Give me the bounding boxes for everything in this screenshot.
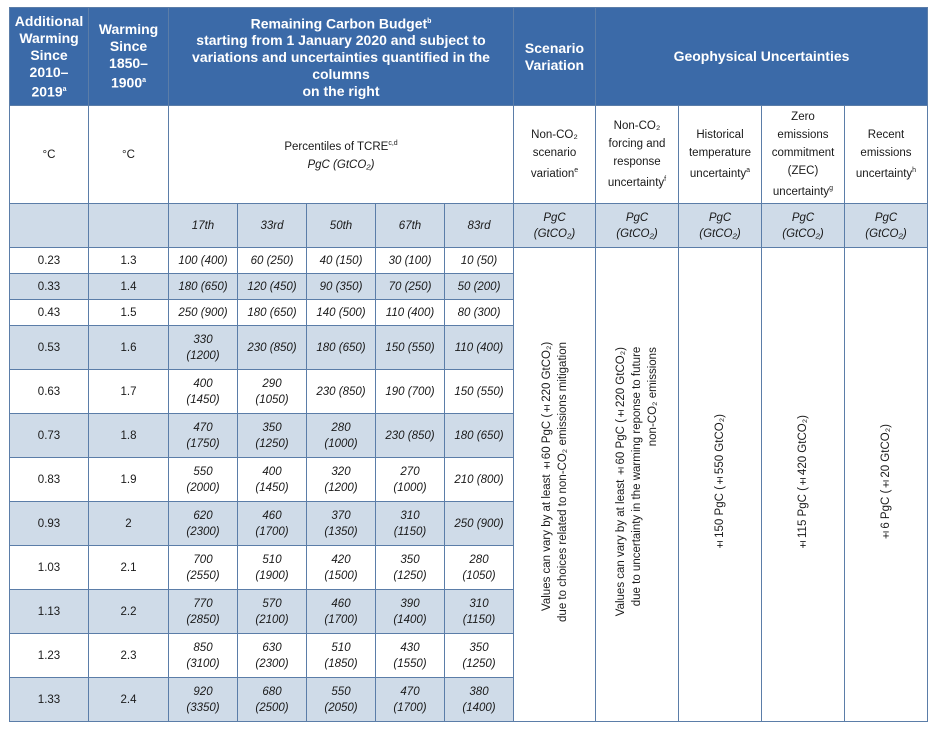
- unit-celsius-2: °C: [89, 106, 169, 204]
- budget-value: [376, 502, 445, 546]
- budget-value-line: 350: [400, 553, 420, 566]
- warming-since-value: 1.3: [89, 248, 169, 274]
- budget-value-line: 350: [469, 641, 489, 654]
- budget-value: [169, 590, 238, 634]
- header-geophysical: Geophysical Uncertainties: [596, 8, 928, 106]
- budget-value: [445, 678, 514, 722]
- budget-value-line: 680: [262, 685, 282, 698]
- header-row: [10, 8, 928, 106]
- budget-value-line: (1200): [186, 349, 220, 362]
- budget-value-line: (1450): [186, 393, 220, 406]
- budget-value-line: 280: [331, 421, 351, 434]
- percentile-header: 50th: [307, 204, 376, 248]
- budget-value-line: 370: [331, 509, 351, 522]
- note-line: non-CO₂ emissions: [647, 347, 659, 447]
- text-line: Non-CO₂: [531, 129, 578, 142]
- unit-header: [514, 204, 596, 248]
- budget-value: [169, 414, 238, 458]
- scenario-variation-note: [514, 248, 596, 722]
- budget-value: [238, 546, 307, 590]
- budget-value: [238, 326, 307, 370]
- footnote-sup: a: [746, 167, 751, 175]
- budget-value-line: 920: [193, 685, 213, 698]
- budget-value-line: (1900): [255, 569, 289, 582]
- budget-value-line: 60 (250): [250, 254, 294, 267]
- text-line: Historical: [696, 129, 744, 142]
- tcre-label: Percentiles of TCRE: [284, 140, 389, 153]
- budget-value-line: 210 (800): [454, 473, 504, 486]
- budget-value-line: 420: [331, 553, 351, 566]
- warming-since-value: 1.8: [89, 414, 169, 458]
- budget-value: [238, 678, 307, 722]
- budget-value: [238, 414, 307, 458]
- recent-emissions-label: [845, 106, 928, 204]
- budget-value-line: (1450): [255, 481, 289, 494]
- budget-value: [445, 634, 514, 678]
- budget-value: [238, 274, 307, 300]
- text-line: Warming: [19, 29, 79, 46]
- budget-value-line: 150 (550): [454, 385, 504, 398]
- text-line: Zero: [791, 111, 815, 124]
- budget-value-line: 140 (500): [316, 306, 366, 319]
- budget-value-line: (1200): [324, 481, 358, 494]
- additional-warming-value: 0.53: [10, 326, 89, 370]
- text-line: on the right: [302, 83, 380, 100]
- budget-value-line: (1050): [462, 569, 496, 582]
- budget-value-line: (1400): [393, 613, 427, 626]
- budget-title: Remaining Carbon Budget: [250, 15, 428, 32]
- budget-value-line: (1350): [324, 525, 358, 538]
- tcre-sup: c,d: [388, 140, 398, 148]
- text-line: Since: [30, 46, 68, 63]
- budget-value-line: (2000): [186, 481, 220, 494]
- budget-value-line: (1850): [324, 657, 358, 670]
- text-line: Recent: [867, 129, 905, 142]
- table-row: [10, 248, 928, 274]
- percentile-row: [10, 204, 928, 248]
- budget-value: [445, 546, 514, 590]
- budget-value: [376, 590, 445, 634]
- budget-value-line: (1400): [462, 701, 496, 714]
- unit-line: (GtCO₂): [699, 227, 741, 240]
- budget-value: [445, 326, 514, 370]
- budget-value-line: 620: [193, 509, 213, 522]
- budget-value-line: 430: [400, 641, 420, 654]
- budget-value-line: (1700): [255, 525, 289, 538]
- unit-line: (GtCO₂): [782, 227, 824, 240]
- unit-header: [762, 204, 845, 248]
- warming-since-value: 2: [89, 502, 169, 546]
- budget-value: [169, 678, 238, 722]
- unit-line: PgC: [543, 211, 566, 224]
- budget-value-line: 100 (400): [178, 254, 228, 267]
- budget-value-line: 390: [400, 597, 420, 610]
- budget-value-line: 270: [400, 465, 420, 478]
- text-line: uncertainty$^g$: [772, 185, 834, 198]
- budget-value: [238, 590, 307, 634]
- budget-value-line: 310: [469, 597, 489, 610]
- additional-warming-value: 0.83: [10, 458, 89, 502]
- forcing-uncertainty-note: [596, 248, 679, 722]
- budget-value-line: (2300): [186, 525, 220, 538]
- budget-value: [445, 248, 514, 274]
- budget-value-line: 470: [193, 421, 213, 434]
- budget-value: [169, 326, 238, 370]
- budget-value: [445, 300, 514, 326]
- budget-value-line: (1250): [462, 657, 496, 670]
- budget-value-line: 290: [262, 377, 282, 390]
- unit-line: (GtCO₂): [533, 227, 576, 240]
- budget-value-line: 400: [262, 465, 282, 478]
- zec-uncertainty-note: [762, 248, 845, 722]
- unit-header: [845, 204, 928, 248]
- unit-line: PgC: [625, 211, 649, 224]
- budget-value: [169, 546, 238, 590]
- budget-value: [307, 502, 376, 546]
- budget-value-line: 630: [262, 641, 282, 654]
- budget-value-line: 460: [262, 509, 282, 522]
- budget-value-line: 180 (650): [178, 280, 228, 293]
- tcre-percentiles-label: [169, 106, 514, 204]
- budget-value-line: 470: [400, 685, 420, 698]
- budget-value-line: 320: [331, 465, 351, 478]
- budget-value-line: 460: [331, 597, 351, 610]
- budget-value: [238, 370, 307, 414]
- subheader-row: [10, 106, 928, 204]
- text-line: Scenario: [524, 39, 585, 56]
- text-line: 2010–: [29, 63, 69, 80]
- budget-value-line: 250 (900): [454, 517, 504, 530]
- footnote-sup: f: [664, 176, 667, 184]
- budget-value: [307, 678, 376, 722]
- text-line: uncertainty$^h$: [855, 167, 917, 180]
- budget-value-line: (1050): [255, 393, 289, 406]
- budget-value-line: (1550): [393, 657, 427, 670]
- warming-since-value: 1.5: [89, 300, 169, 326]
- additional-warming-value: 0.73: [10, 414, 89, 458]
- budget-value-line: 230 (850): [247, 341, 297, 354]
- budget-value-line: (2500): [255, 701, 289, 714]
- text-line: uncertainty$^f$: [607, 176, 667, 189]
- budget-value-line: 150 (550): [385, 341, 435, 354]
- blank-cell: [10, 204, 89, 248]
- text-line: Variation: [524, 56, 585, 73]
- footnote-sup: h: [912, 167, 917, 175]
- additional-warming-value: 0.33: [10, 274, 89, 300]
- budget-value-line: 230 (850): [385, 429, 435, 442]
- budget-value: [169, 274, 238, 300]
- budget-value-line: (2050): [324, 701, 358, 714]
- text-line: variation$^e$: [530, 167, 579, 180]
- text-line: (ZEC): [787, 165, 819, 178]
- budget-value: [169, 248, 238, 274]
- budget-value-line: 550: [331, 685, 351, 698]
- budget-value-line: (2550): [186, 569, 220, 582]
- budget-value-line: 180 (650): [454, 429, 504, 442]
- unit-line: (GtCO₂): [616, 227, 658, 240]
- scenario-variation-note-text: [539, 342, 571, 622]
- budget-value: [376, 326, 445, 370]
- budget-value-line: 550: [193, 465, 213, 478]
- budget-value: [445, 590, 514, 634]
- text-line: starting from 1 January 2020 and subject to: [196, 32, 486, 49]
- budget-value: [169, 458, 238, 502]
- budget-value-line: (1150): [462, 613, 496, 626]
- text-line: Since: [109, 38, 148, 55]
- budget-value: [376, 414, 445, 458]
- budget-value-line: (1500): [324, 569, 358, 582]
- budget-value-line: 570: [262, 597, 282, 610]
- budget-value-line: 350: [262, 421, 282, 434]
- budget-value: [307, 326, 376, 370]
- budget-value-line: 380: [469, 685, 489, 698]
- recent-emissions-note-text: ±6 PgC (±20 GtCO₂): [880, 423, 892, 541]
- budget-value-line: 110 (400): [454, 341, 504, 354]
- budget-value: [169, 300, 238, 326]
- note-line: Values can vary by at least ±60 PgC (±220 GtCO₂): [540, 342, 553, 612]
- budget-value: [238, 300, 307, 326]
- text-line: temperature: [688, 147, 751, 160]
- budget-value-line: 90 (350): [319, 280, 363, 293]
- budget-value-line: (1250): [393, 569, 427, 582]
- budget-value: [445, 370, 514, 414]
- unit-line: (GtCO₂): [865, 227, 907, 240]
- note-line: Values can vary by at least ±60 PgC (±220 GtCO₂): [615, 347, 627, 617]
- unit-header: [679, 204, 762, 248]
- budget-value: [307, 546, 376, 590]
- budget-value-line: 510: [331, 641, 351, 654]
- budget-value-line: (2100): [255, 613, 289, 626]
- budget-value-line: 230 (850): [316, 385, 366, 398]
- unit-celsius-1: °C: [10, 106, 89, 204]
- budget-value-line: 50 (200): [457, 280, 501, 293]
- budget-value: [169, 502, 238, 546]
- additional-warming-value: 0.23: [10, 248, 89, 274]
- historical-uncertainty-note-text: ±150 PgC (±550 GtCO₂): [714, 414, 726, 550]
- tcre-units: PgC (GtCO₂): [307, 158, 375, 171]
- warming-since-value: 1.9: [89, 458, 169, 502]
- budget-value: [376, 634, 445, 678]
- additional-warming-value: 1.13: [10, 590, 89, 634]
- footnote-sup: a: [142, 77, 147, 85]
- budget-value-line: 700: [193, 553, 213, 566]
- budget-value: [445, 414, 514, 458]
- historical-temp-label: [679, 106, 762, 204]
- budget-value: [307, 274, 376, 300]
- unit-header: [596, 204, 679, 248]
- zec-uncertainty-note-text: ±115 PgC (±420 GtCO₂): [797, 414, 809, 550]
- budget-value: [238, 502, 307, 546]
- budget-value-line: 180 (650): [247, 306, 297, 319]
- budget-value: [445, 502, 514, 546]
- percentile-header: 33rd: [238, 204, 307, 248]
- text-line: 1900$^a$: [110, 74, 147, 91]
- budget-value: [376, 274, 445, 300]
- additional-warming-value: 0.93: [10, 502, 89, 546]
- warming-since-value: 2.2: [89, 590, 169, 634]
- budget-value-line: (1000): [393, 481, 427, 494]
- budget-value-line: 190 (700): [385, 385, 435, 398]
- budget-value-line: (3350): [186, 701, 220, 714]
- budget-value-line: 330: [193, 333, 213, 346]
- budget-value-line: 280: [469, 553, 489, 566]
- budget-value: [445, 458, 514, 502]
- header-warming-since: [89, 8, 169, 106]
- budget-value-line: (1000): [324, 437, 358, 450]
- budget-value: [238, 458, 307, 502]
- budget-value-line: 40 (150): [319, 254, 363, 267]
- budget-value: [376, 248, 445, 274]
- recent-emissions-note: [845, 248, 928, 722]
- footnote-sup: g: [829, 185, 834, 193]
- warming-since-value: 2.4: [89, 678, 169, 722]
- header-additional-warming: [10, 8, 89, 106]
- warming-since-value: 1.6: [89, 326, 169, 370]
- text-line: uncertainty$^a$: [689, 167, 751, 180]
- budget-value: [307, 248, 376, 274]
- budget-value-line: (2850): [186, 613, 220, 626]
- budget-value: [307, 458, 376, 502]
- budget-value-line: 510: [262, 553, 282, 566]
- unit-line: PgC: [708, 211, 732, 224]
- budget-value-line: 30 (100): [388, 254, 432, 267]
- budget-value: [169, 634, 238, 678]
- additional-warming-value: 1.23: [10, 634, 89, 678]
- budget-value-line: (1150): [393, 525, 427, 538]
- warming-since-value: 1.7: [89, 370, 169, 414]
- budget-value: [376, 546, 445, 590]
- budget-value-line: 400: [193, 377, 213, 390]
- budget-value: [238, 634, 307, 678]
- footnote-sup: a: [62, 85, 67, 93]
- historical-uncertainty-note: [679, 248, 762, 722]
- text-line: Non-CO₂: [613, 120, 661, 133]
- header-remaining-budget: [169, 8, 514, 106]
- additional-warming-value: 1.33: [10, 678, 89, 722]
- budget-value-line: (1750): [186, 437, 220, 450]
- budget-value-line: 110 (400): [385, 306, 435, 319]
- budget-value: [307, 300, 376, 326]
- budget-value: [307, 414, 376, 458]
- additional-warming-value: 0.43: [10, 300, 89, 326]
- text-line: Warming: [98, 21, 159, 38]
- zec-label: [762, 106, 845, 204]
- text-line: scenario: [532, 147, 577, 160]
- budget-value-line: (1250): [255, 437, 289, 450]
- percentile-header: 17th: [169, 204, 238, 248]
- budget-value: [307, 370, 376, 414]
- text-line: forcing and: [608, 138, 666, 151]
- note-line: due to choices related to non-CO₂ emissions mitigation: [556, 342, 569, 622]
- budget-value-line: 180 (650): [316, 341, 366, 354]
- percentile-header: 67th: [376, 204, 445, 248]
- budget-value: [376, 370, 445, 414]
- text-line: response: [613, 156, 661, 169]
- text-line: emissions: [860, 147, 912, 160]
- budget-value-line: 770: [193, 597, 213, 610]
- budget-value-line: (1700): [393, 701, 427, 714]
- unit-line: PgC: [874, 211, 898, 224]
- unit-line: PgC: [791, 211, 815, 224]
- text-line: Additional: [14, 12, 84, 29]
- budget-value: [376, 458, 445, 502]
- budget-value: [376, 678, 445, 722]
- budget-value-line: 310: [400, 509, 420, 522]
- budget-value-line: (3100): [186, 657, 220, 670]
- warming-since-value: 2.1: [89, 546, 169, 590]
- warming-since-value: 1.4: [89, 274, 169, 300]
- nonco2-forcing-label: [596, 106, 679, 204]
- additional-warming-value: 1.03: [10, 546, 89, 590]
- percentile-header: 83rd: [445, 204, 514, 248]
- budget-value: [376, 300, 445, 326]
- text-line: emissions: [777, 129, 829, 142]
- text-line: 2019$^a$: [31, 83, 67, 100]
- footnote-sup: e: [574, 167, 579, 175]
- budget-value-line: 250 (900): [178, 306, 228, 319]
- text-line: 1850–: [109, 55, 148, 72]
- text-line: variations and uncertainties quantified in the columns: [192, 49, 490, 83]
- budget-value: [238, 248, 307, 274]
- budget-value-line: (2300): [255, 657, 289, 670]
- budget-value-line: 70 (250): [388, 280, 432, 293]
- budget-value-line: 120 (450): [247, 280, 297, 293]
- budget-value-line: (1700): [324, 613, 358, 626]
- forcing-uncertainty-note-text: [613, 347, 661, 616]
- budget-value: [307, 634, 376, 678]
- nonco2-scenario-label: [514, 106, 596, 204]
- additional-warming-value: 0.63: [10, 370, 89, 414]
- budget-sup: b: [427, 17, 432, 25]
- budget-value: [307, 590, 376, 634]
- note-line: due to uncertainty in the warming reponse to future: [631, 347, 643, 607]
- text-line: commitment: [771, 147, 835, 160]
- budget-value: [445, 274, 514, 300]
- budget-value-line: 850: [193, 641, 213, 654]
- header-scenario-variation: [514, 8, 596, 106]
- budget-value-line: 10 (50): [460, 254, 498, 267]
- warming-since-value: 2.3: [89, 634, 169, 678]
- blank-cell: [89, 204, 169, 248]
- budget-value-line: 80 (300): [457, 306, 501, 319]
- carbon-budget-table: [9, 7, 928, 722]
- budget-value: [169, 370, 238, 414]
